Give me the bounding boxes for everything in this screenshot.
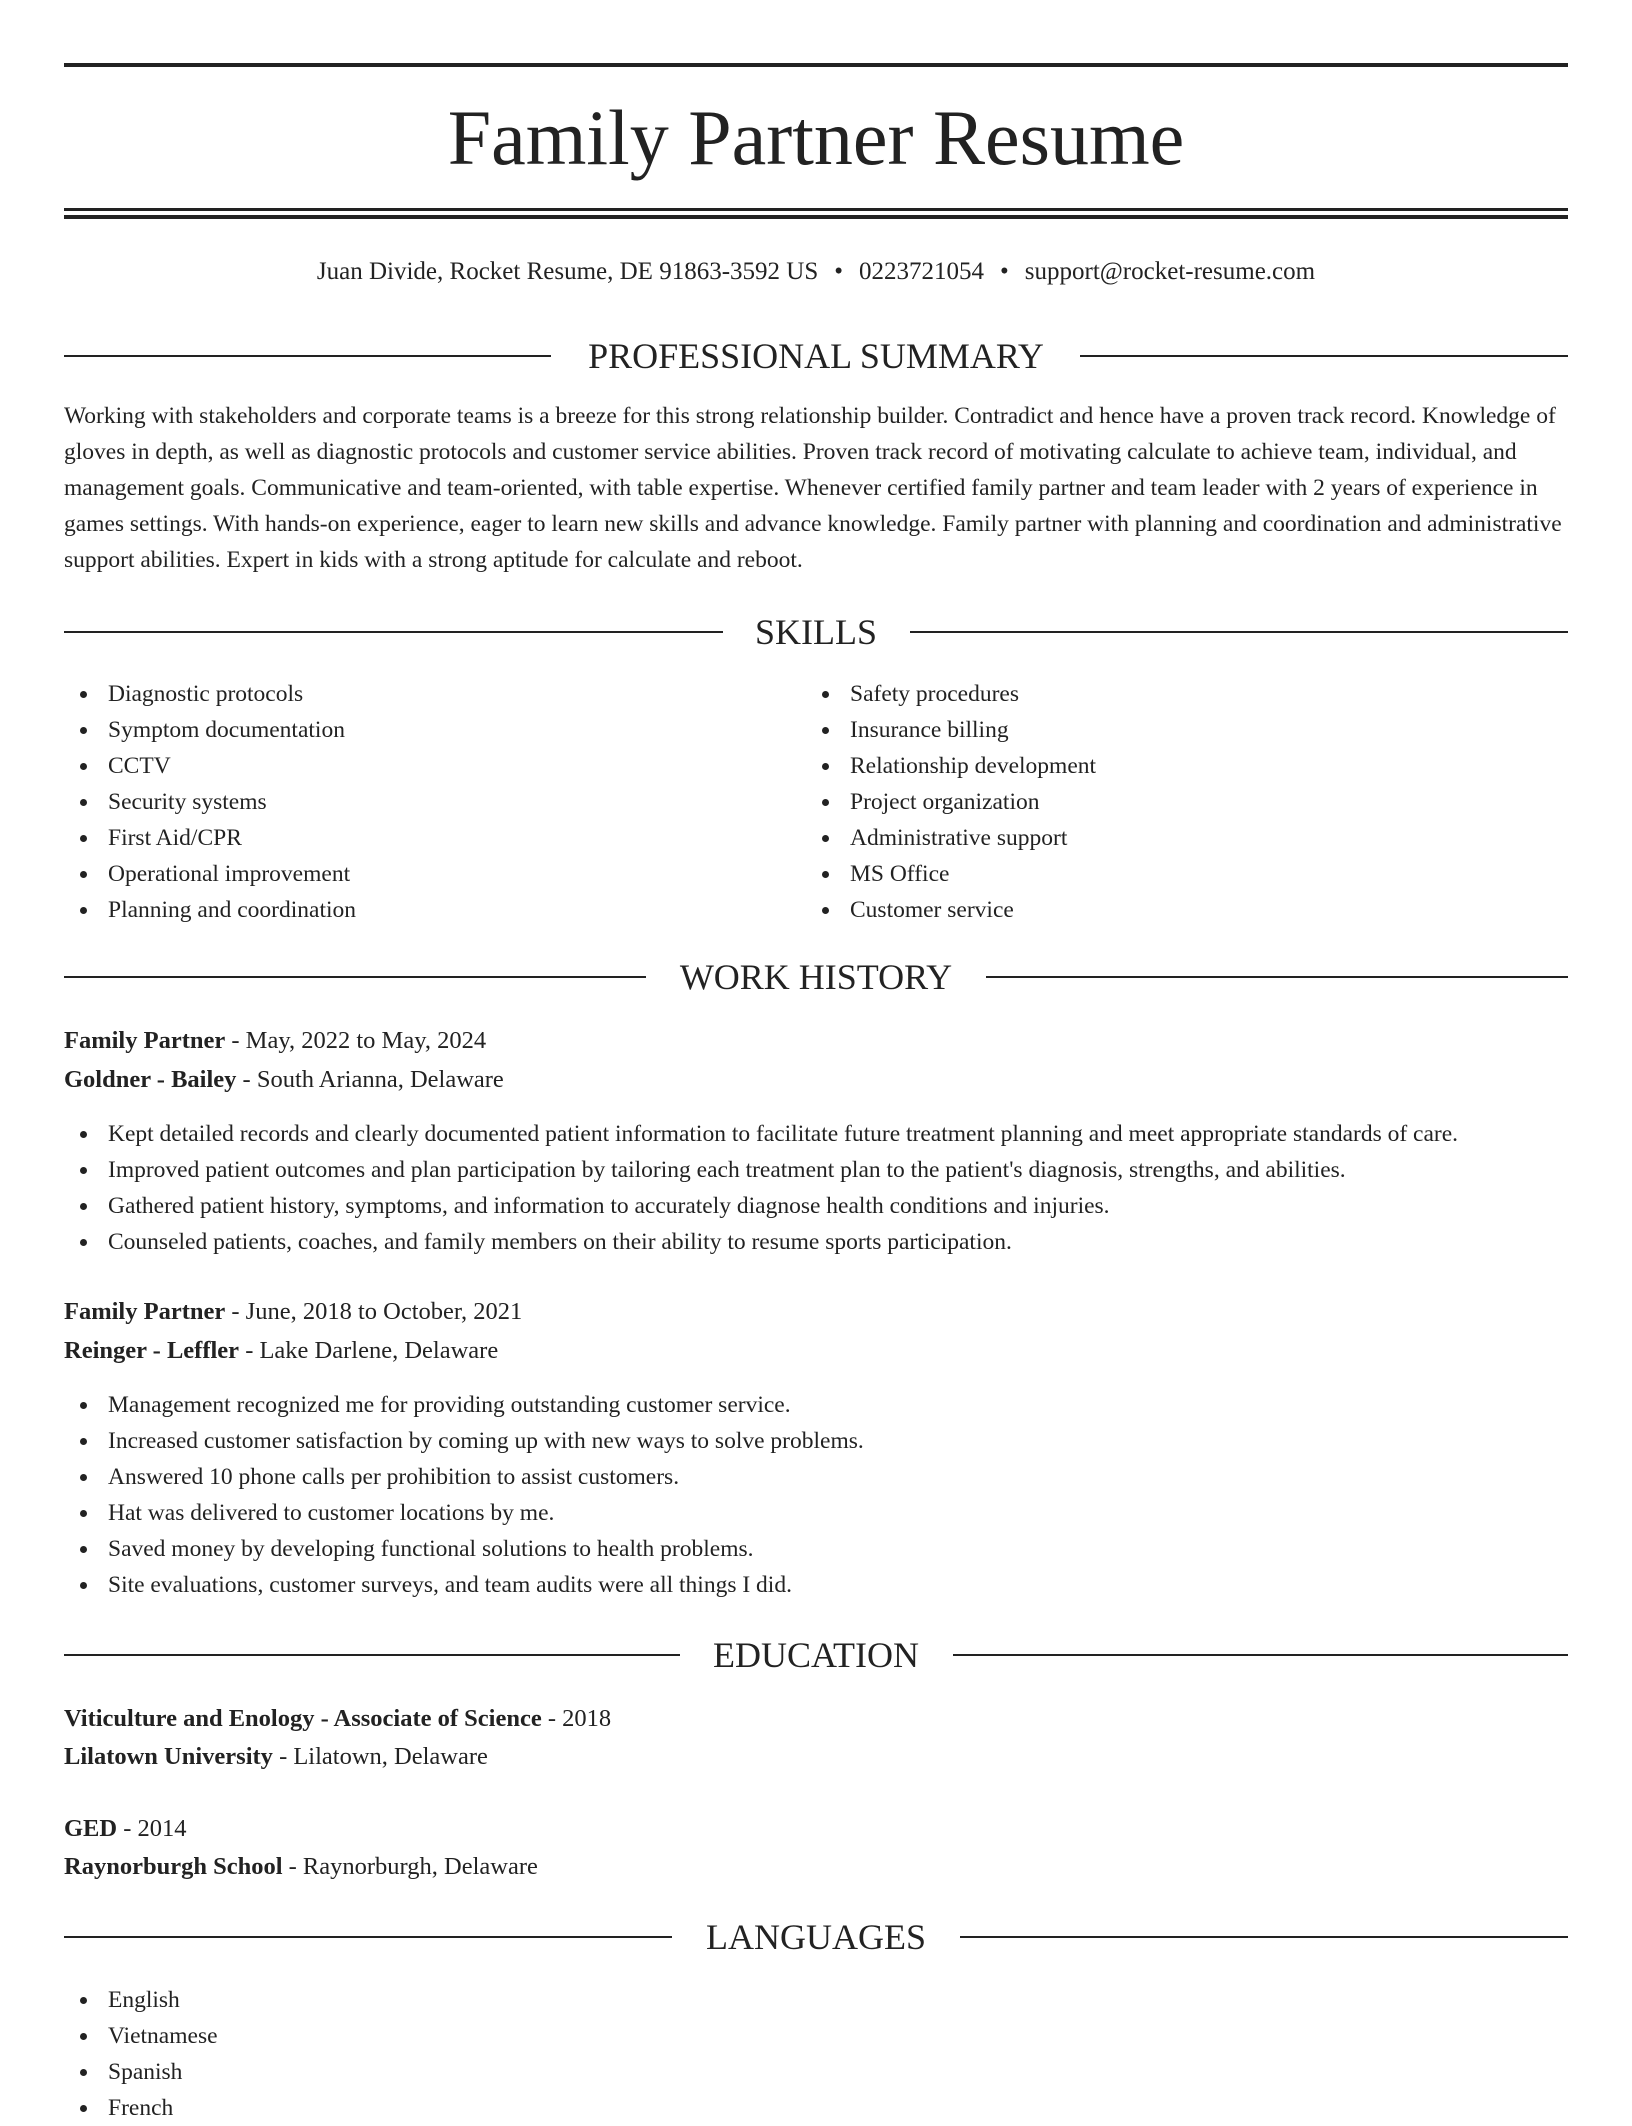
language-item: English <box>64 1982 804 2018</box>
job-company: Goldner - Bailey <box>64 1066 237 1093</box>
education-year: - 2014 <box>117 1815 187 1842</box>
skill-item: First Aid/CPR <box>64 820 804 856</box>
job-bullet: Counseled patients, coaches, and family members on their ability to resume sports participation. <box>64 1224 1568 1260</box>
contact-line <box>64 252 1568 292</box>
job-bullet: Management recognized me for providing outstanding customer service. <box>64 1387 1568 1423</box>
job-bullet: Answered 10 phone calls per prohibition to assist customers. <box>64 1459 1568 1495</box>
job-title: Family Partner <box>64 1298 226 1325</box>
skill-item: Customer service <box>806 892 1546 928</box>
section-heading-summary <box>64 334 1568 378</box>
job-title-line <box>64 1022 486 1060</box>
contact-email: support@rocket-resume.com <box>1024 258 1316 285</box>
education-degree: Viticulture and Enology - Associate of Science <box>64 1705 542 1732</box>
section-title-languages: LANGUAGES <box>676 1917 956 1957</box>
title-rule-upper <box>64 208 1568 211</box>
section-heading-skills <box>64 610 1568 654</box>
education-school: Lilatown University <box>64 1743 273 1770</box>
job-bullet: Hat was delivered to customer locations by me. <box>64 1495 1568 1531</box>
job-bullet: Improved patient outcomes and plan participation by tailoring each treatment plan to the patient's diagnosis, strengths, and abilities. <box>64 1152 1568 1188</box>
section-title-summary: PROFESSIONAL SUMMARY <box>558 336 1074 376</box>
job-location: - Lake Darlene, Delaware <box>239 1337 499 1364</box>
contact-address: Juan Divide, Rocket Resume, DE 91863-3592 US <box>316 258 819 285</box>
title-rule-lower <box>64 215 1568 219</box>
job-bullet: Gathered patient history, symptoms, and information to accurately diagnose health conditions and injuries. <box>64 1188 1568 1224</box>
job-bullet: Kept detailed records and clearly documented patient information to facilitate future treatment planning and meet appropriate standards of care. <box>64 1116 1568 1152</box>
education-school-line <box>64 1848 538 1886</box>
section-title-work-history: WORK HISTORY <box>650 957 982 997</box>
language-item: Spanish <box>64 2054 804 2090</box>
section-heading-education <box>64 1633 1568 1677</box>
skills-list-right <box>806 676 1546 928</box>
job-company-line <box>64 1061 504 1099</box>
professional-summary: Working with stakeholders and corporate teams is a breeze for this strong relationship builder. Contradict and hence have a proven track record. Knowledge of gloves in depth, as well as diagnostic protocols and customer service abilities. Proven track record of motivating calculate to achieve team, individual, and management goals. Communicative and team-oriented, with table expertise. Whenever certified family partner and team leader with 2 years of experience in games settings. With hands-on experience, eager to learn new skills and advance knowledge. Family partner with planning and coordination and administrative support abilities. Expert in kids with a strong aptitude for calculate and reboot. <box>64 403 1562 573</box>
job-dates: - June, 2018 to October, 2021 <box>225 1298 523 1325</box>
skill-item: Insurance billing <box>806 712 1546 748</box>
section-title-skills: SKILLS <box>725 612 907 652</box>
skill-item: Project organization <box>806 784 1546 820</box>
education-school: Raynorburgh School <box>64 1853 283 1880</box>
language-item: Vietnamese <box>64 2018 804 2054</box>
skill-item: MS Office <box>806 856 1546 892</box>
job-title-line <box>64 1293 522 1331</box>
job-bullets <box>64 1387 1568 1603</box>
education-location: - Raynorburgh, Delaware <box>282 1853 538 1880</box>
education-location: - Lilatown, Delaware <box>272 1743 488 1770</box>
section-heading-work-history <box>64 955 1568 999</box>
education-year: - 2018 <box>541 1705 612 1732</box>
skill-item: Operational improvement <box>64 856 804 892</box>
job-bullet: Saved money by developing functional solutions to health problems. <box>64 1531 1568 1567</box>
section-title-education: EDUCATION <box>683 1635 949 1675</box>
page-title: Family Partner Resume <box>447 94 1185 181</box>
contact-separator: • <box>1000 258 1009 285</box>
education-degree-line <box>64 1700 611 1738</box>
job-dates: - May, 2022 to May, 2024 <box>225 1027 487 1054</box>
skill-item: Security systems <box>64 784 804 820</box>
skill-item: CCTV <box>64 748 804 784</box>
job-bullet: Site evaluations, customer surveys, and team audits were all things I did. <box>64 1567 1568 1603</box>
language-item: French <box>64 2090 804 2126</box>
top-rule <box>64 63 1568 67</box>
skill-item: Relationship development <box>806 748 1546 784</box>
skill-item: Symptom documentation <box>64 712 804 748</box>
job-location: - South Arianna, Delaware <box>236 1066 504 1093</box>
education-degree-line <box>64 1810 187 1848</box>
education-degree: GED <box>64 1815 118 1842</box>
job-title: Family Partner <box>64 1027 226 1054</box>
education-school-line <box>64 1738 488 1776</box>
skills-list-left <box>64 676 804 928</box>
skill-item: Diagnostic protocols <box>64 676 804 712</box>
skill-item: Safety procedures <box>806 676 1546 712</box>
languages-list <box>64 1982 804 2126</box>
job-company-line <box>64 1332 498 1370</box>
contact-separator: • <box>834 258 844 285</box>
skill-item: Planning and coordination <box>64 892 804 928</box>
job-bullet: Increased customer satisfaction by coming up with new ways to solve problems. <box>64 1423 1568 1459</box>
skill-item: Administrative support <box>806 820 1546 856</box>
section-heading-languages <box>64 1915 1568 1959</box>
job-company: Reinger - Leffler <box>64 1337 240 1364</box>
job-bullets <box>64 1116 1568 1260</box>
contact-phone: 0223721054 <box>859 258 985 285</box>
